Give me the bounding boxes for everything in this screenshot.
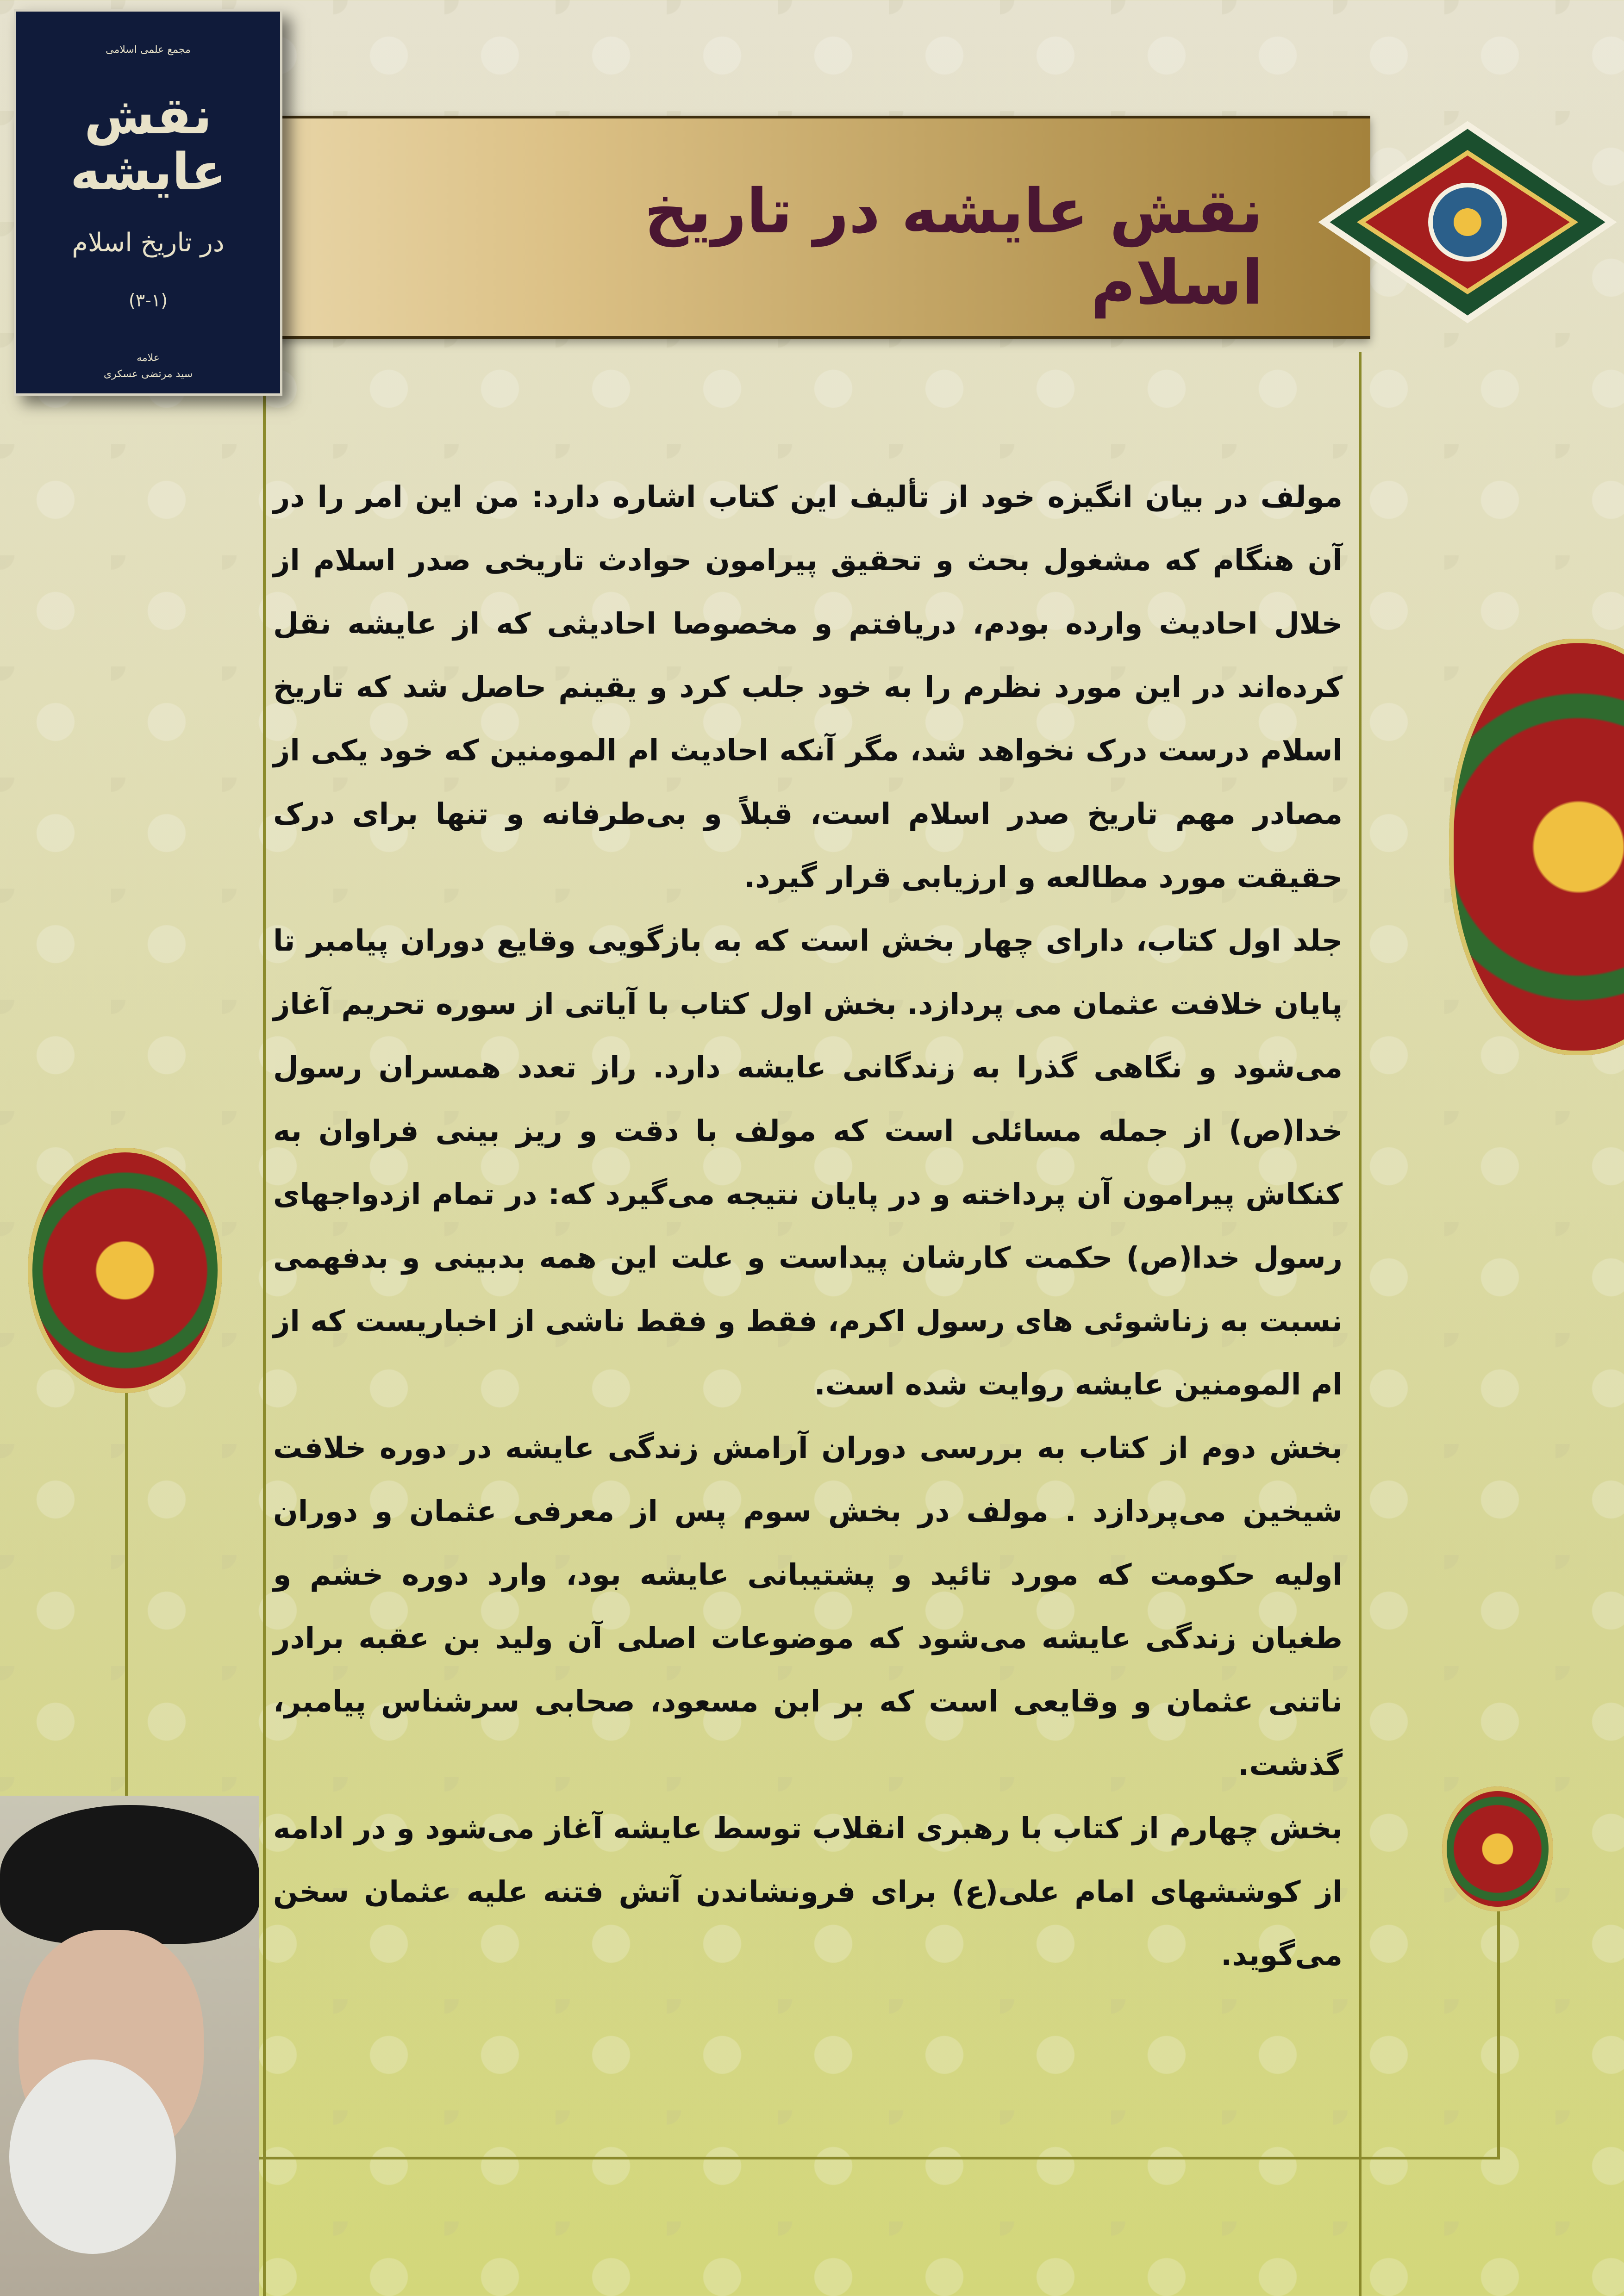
book-author-title: علامه [137,352,160,364]
frame-right-stem [1497,1898,1500,2159]
book-subtitle: در تاریخ اسلام [72,228,225,258]
small-floral-medallion-icon [1442,1786,1553,1911]
book-title: نقش عایشه [70,86,226,201]
frame-right-line [1359,352,1362,2296]
paragraph-1: مولف در بیان انگیزه خود از تألیف این کتاب اشاره دارد: من این امر را در آن هنگام که مشغول بحث و تحقیق پیرامون حوادث تاریخی صدر اسلام از خلال احادیث وارده بودم، دریافتم و مخصوصا احادیثی که از عایشه نقل کرده‌اند در این مورد نظرم را به خود جلب کرد و یقینم حاصل شد که تاریخ اسلام درست درک نخواهد شد، مگر آنکه احادیث ام المومنین که خود یکی از مصادر مهم تاریخ صدر اسلام است، قبلاً و بی‌طرفانه و تنها برای درک حقیقت مورد مطالعه و ارزیابی قرار گیرد. [273,480,1343,894]
book-volumes: (۳-۱) [128,290,168,311]
article-body [273,465,1343,1987]
paragraph-2: جلد اول کتاب، دارای چهار بخش است که به بازگویی وقایع دوران پیامبر تا پایان خلافت عثمان می پردازد. بخش اول کتاب با آیاتی از سوره تحریم آغاز می‌شود و نگاهی گذرا به زندگانی عایشه دارد. راز تعدد همسران رسول خدا(ص) از جمله مسائلی است که مولف با دقت و ریز بینی فراوان به کنکاش پیرامون آن پرداخته و در پایان نتیجه می‌گیرد که: در تمام ازدواجهای رسول خدا(ص) حکمت کارشان پیداست و علت این همه بدبینی و بدفهمی نسبت به زناشوئی های رسول اکرم، فقط و فقط ناشی از اخباریست که از ام المومنین عایشه روایت شده است. [273,924,1343,1401]
frame-left-line [263,352,266,2296]
book-publisher: مجمع علمی اسلامی [106,44,191,56]
page-title: نقش عایشه در تاریخ اسلام [644,176,1263,318]
ornament-knot-icon [1315,120,1620,324]
paragraph-3: بخش دوم از کتاب به بررسی دوران آرامش زندگی عایشه در دوره خلافت شیخین می‌پردازد . مولف در بخش سوم پس از معرفی عثمان و دوران اولیه حکومت که مورد تائید و پشتیبانی عایشه بود، وارد دوره خشم و طغیان زندگی عایشه می‌شود که موضوعات اصلی آن ولید بن عقبه برادر ناتنی عثمان و وقایعی است که بر ابن مسعود، صحابی سرشناس پیامبر، گذشت. [273,1431,1343,1782]
paragraph-4: بخش چهارم از کتاب با رهبری انقلاب توسط عایشه آغاز می‌شود و در ادامه از کوششهای امام علی(ع) برای فرونشاندن آتش فتنه علیه عثمان سخن می‌گوید. [273,1811,1343,1972]
portrait-turban [0,1805,259,1944]
book-author-name: سید مرتضی عسکری [103,368,193,380]
left-floral-medallion-icon [28,1148,222,1393]
portrait-beard [9,2060,176,2254]
book-cover [14,9,282,396]
frame-bottom-line [125,2157,1500,2159]
